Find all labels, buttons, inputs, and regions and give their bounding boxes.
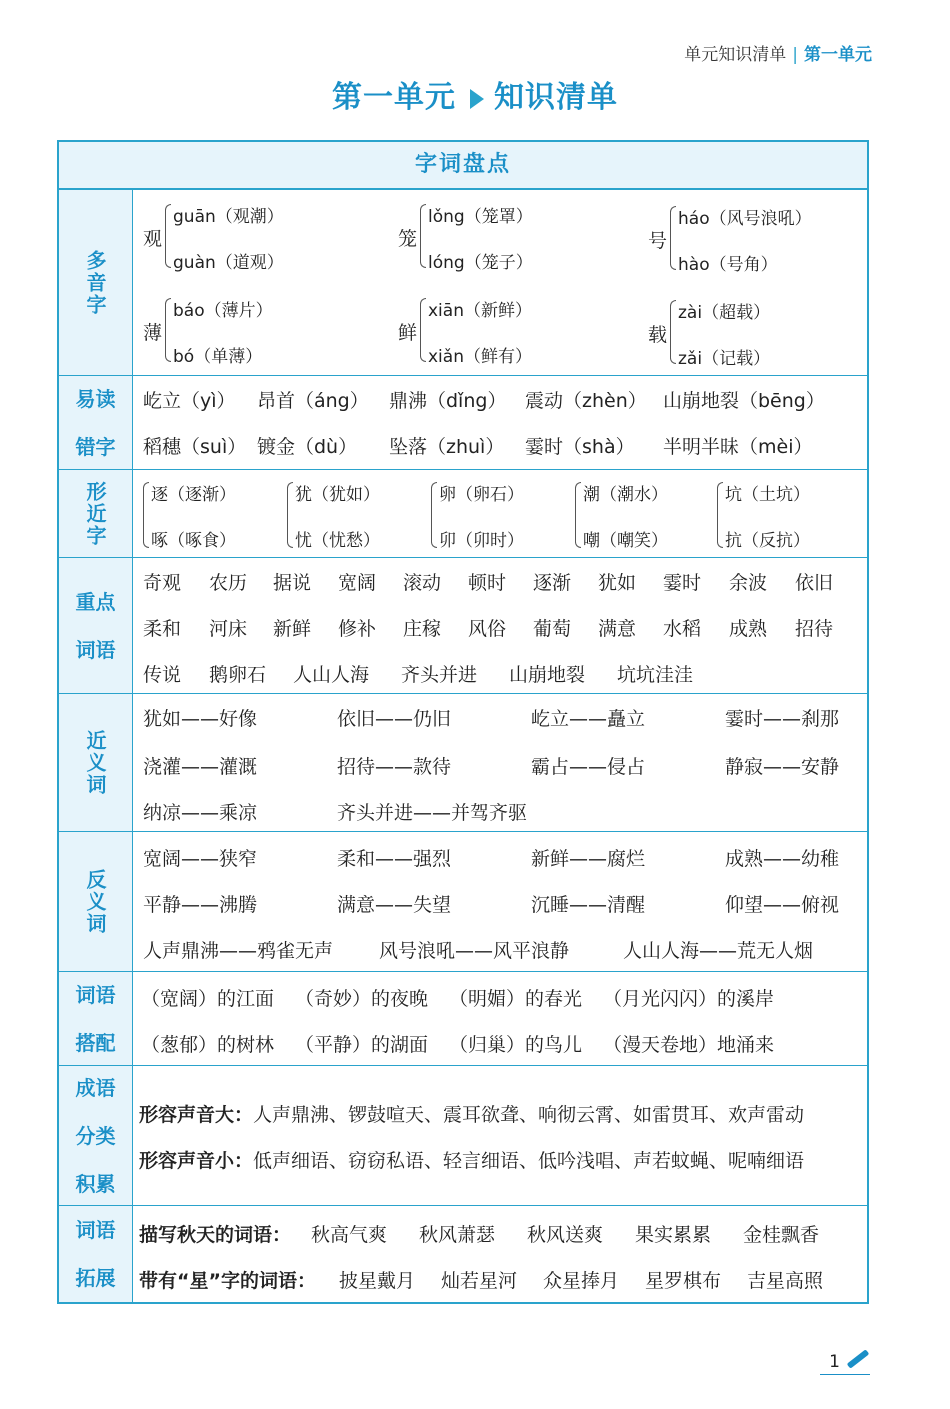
label-yidu xyxy=(59,376,133,469)
brace xyxy=(717,482,723,548)
word-item: 成熟 xyxy=(729,618,768,640)
word-pair: 霎时——刹那 xyxy=(725,708,840,730)
title-unit: 第一单元 xyxy=(332,80,456,115)
word-pair: 平静——沸腾 xyxy=(143,894,258,916)
word-item: 灿若星河 xyxy=(441,1270,518,1292)
word-item: 嘲（嘲笑） xyxy=(583,531,668,551)
running-header xyxy=(684,40,872,65)
triangle-arrow-icon xyxy=(470,89,484,109)
collocation: （宽阔）的江面 xyxy=(141,988,275,1010)
word-item: 金桂飘香 xyxy=(743,1224,820,1246)
word-pair: 齐头并进——并驾齐驱 xyxy=(337,802,528,824)
word-item: 星罗棋布 xyxy=(645,1270,722,1292)
label-dapei xyxy=(59,972,133,1065)
word-item: 水稻 xyxy=(663,618,702,640)
word-pair: 风号浪吼——风平浪静 xyxy=(379,940,570,962)
word-item: 霎时（shà） xyxy=(525,436,635,458)
row-tuozhan xyxy=(59,1206,867,1302)
label-line: 词语 xyxy=(75,982,116,1007)
word-item: 坠落（zhuì） xyxy=(389,436,505,458)
label-line: 分类 xyxy=(75,1123,116,1148)
word-item: 宽阔 xyxy=(338,572,377,594)
word-item: 庄稼 xyxy=(403,618,442,640)
poly-reading: háo（风号浪吼） xyxy=(678,209,812,229)
knowledge-table xyxy=(57,140,869,1304)
label-xingjin: 形近字 xyxy=(59,470,133,557)
word-item: 霎时 xyxy=(663,572,702,594)
poly-reading: guàn（道观） xyxy=(173,253,284,273)
word-pair: 满意——失望 xyxy=(337,894,452,916)
duoyinzi-content xyxy=(133,190,867,375)
word-pair: 招待——款待 xyxy=(337,756,452,778)
poly-reading: xiān（新鲜） xyxy=(428,301,532,321)
word-item: 稻穗（suì） xyxy=(143,436,247,458)
idiom-line xyxy=(139,1146,804,1173)
brace xyxy=(420,204,426,268)
label-line: 易读 xyxy=(75,386,116,411)
idiom-category: 形容声音大： xyxy=(139,1104,254,1126)
word-item: 镀金（dù） xyxy=(257,436,358,458)
idiom-line xyxy=(139,1100,804,1127)
word-item: 逐（逐渐） xyxy=(151,485,236,505)
poly-char: 鲜 xyxy=(398,322,418,344)
brace xyxy=(165,298,171,362)
word-item: 坑（土坑） xyxy=(725,485,810,505)
word-item: 据说 xyxy=(273,572,312,594)
word-item: 卵（卵石） xyxy=(439,485,524,505)
label-line: 成语 xyxy=(75,1075,116,1100)
page-title xyxy=(0,72,950,116)
word-item: 坑坑洼洼 xyxy=(617,664,694,686)
brace xyxy=(431,482,437,548)
word-pair: 沉睡——清醒 xyxy=(531,894,646,916)
brace xyxy=(143,482,149,548)
poly-char: 载 xyxy=(648,324,668,346)
yidu-content xyxy=(133,376,867,469)
row-chengyu xyxy=(59,1066,867,1206)
poly-reading: bó（单薄） xyxy=(173,347,263,367)
idiom-list: 人声鼎沸、锣鼓喧天、震耳欲聋、响彻云霄、如雷贯耳、欢声雷动 xyxy=(253,1104,805,1126)
word-pair: 宽阔——狭窄 xyxy=(143,848,258,870)
word-item: 齐头并进 xyxy=(401,664,478,686)
header-separator: | xyxy=(792,45,798,65)
word-item: 传说 xyxy=(143,664,182,686)
word-item: 山崩地裂（bēng） xyxy=(663,390,825,412)
collocation: （平静）的湖面 xyxy=(295,1034,429,1056)
fanyi-content xyxy=(133,832,867,971)
footer-rule xyxy=(820,1374,870,1375)
poly-char: 笼 xyxy=(398,228,418,250)
word-item: 人山人海 xyxy=(293,664,370,686)
header-unit: 第一单元 xyxy=(804,45,872,65)
poly-char: 观 xyxy=(143,228,163,250)
collocation: （归巢）的鸟儿 xyxy=(449,1034,583,1056)
label-line: 拓展 xyxy=(75,1266,116,1290)
row-dapei xyxy=(59,972,867,1066)
poly-reading: guān（观潮） xyxy=(173,207,284,227)
label-duoyinzi: 多音字 xyxy=(59,190,133,375)
collocation: （月光闪闪）的溪岸 xyxy=(603,988,775,1010)
poly-reading: báo（薄片） xyxy=(173,301,273,321)
poly-char: 号 xyxy=(648,230,668,252)
row-duoyinzi xyxy=(59,190,867,376)
label-jinyi: 近义词 xyxy=(59,694,133,831)
poly-reading: zǎi（记载） xyxy=(678,349,771,369)
word-pair: 依旧——仍旧 xyxy=(337,708,452,730)
collocation: （葱郁）的树林 xyxy=(141,1034,275,1056)
word-item: 半明半昧（mèi） xyxy=(663,436,813,458)
brace xyxy=(287,482,293,548)
zhongdian-content xyxy=(133,558,867,693)
word-item: 昂首（áng） xyxy=(257,390,369,412)
row-fanyi xyxy=(59,832,867,972)
word-item: 抗（反抗） xyxy=(725,531,810,551)
label-chengyu xyxy=(59,1066,133,1205)
word-pair: 新鲜——腐烂 xyxy=(531,848,646,870)
table-title: 字词盘点 xyxy=(59,142,867,190)
word-pair: 纳凉——乘凉 xyxy=(143,802,258,824)
word-item: 卯（卯时） xyxy=(439,531,524,551)
dapei-content xyxy=(133,972,867,1065)
word-item: 忧（忧愁） xyxy=(295,531,380,551)
brace xyxy=(670,206,676,270)
idiom-list: 低声细语、窃窃私语、轻言细语、低吟浅唱、声若蚊蝇、呢喃细语 xyxy=(253,1150,805,1172)
word-item: 吉星高照 xyxy=(747,1270,824,1292)
word-item: 葡萄 xyxy=(533,618,572,640)
collocation: （奇妙）的夜晚 xyxy=(295,988,429,1010)
pen-icon xyxy=(847,1349,870,1369)
word-item: 啄（啄食） xyxy=(151,531,236,551)
word-pair: 浇灌——灌溉 xyxy=(143,756,258,778)
poly-reading: lóng（笼子） xyxy=(428,253,533,273)
word-item: 犹（犹如） xyxy=(295,485,380,505)
word-item: 滚动 xyxy=(403,572,442,594)
header-section: 单元知识清单 xyxy=(684,45,787,65)
row-zhongdian xyxy=(59,558,867,694)
word-item: 农历 xyxy=(209,572,248,594)
brace xyxy=(575,482,581,548)
word-item: 新鲜 xyxy=(273,618,312,640)
page-number: 1 xyxy=(829,1352,840,1372)
label-line: 重点 xyxy=(75,589,116,614)
poly-reading: hào（号角） xyxy=(678,255,778,275)
label-line: 词语 xyxy=(75,1218,116,1242)
word-item: 河床 xyxy=(209,618,248,640)
word-pair: 霸占——侵占 xyxy=(531,756,646,778)
word-item: 奇观 xyxy=(143,572,182,594)
brace xyxy=(420,298,426,362)
xingjin-content xyxy=(133,470,867,557)
word-item: 披星戴月 xyxy=(339,1270,416,1292)
collocation: （漫天卷地）地涌来 xyxy=(603,1034,775,1056)
expand-category: 描写秋天的词语： xyxy=(139,1224,292,1246)
row-jinyi xyxy=(59,694,867,832)
brace xyxy=(670,300,676,364)
poly-char: 薄 xyxy=(143,322,163,344)
word-item: 果实累累 xyxy=(635,1224,712,1246)
poly-reading: zài（超载） xyxy=(678,303,771,323)
word-item: 修补 xyxy=(338,618,377,640)
word-pair: 屹立——矗立 xyxy=(531,708,646,730)
word-pair: 仰望——俯视 xyxy=(725,894,840,916)
label-line: 搭配 xyxy=(75,1030,116,1055)
idiom-category: 形容声音小： xyxy=(139,1150,254,1172)
word-pair: 犹如——好像 xyxy=(143,708,258,730)
word-item: 风俗 xyxy=(468,618,507,640)
chengyu-content xyxy=(133,1066,867,1205)
word-pair: 人声鼎沸——鸦雀无声 xyxy=(143,940,334,962)
word-item: 震动（zhèn） xyxy=(525,390,647,412)
row-yidu xyxy=(59,376,867,470)
word-item: 众星捧月 xyxy=(543,1270,620,1292)
word-item: 秋风送爽 xyxy=(527,1224,604,1246)
word-pair: 静寂——安静 xyxy=(725,756,840,778)
word-item: 屹立（yì） xyxy=(143,390,236,412)
word-item: 鹅卵石 xyxy=(209,664,267,686)
word-item: 逐渐 xyxy=(533,572,572,594)
label-tuozhan xyxy=(59,1206,133,1302)
word-item: 山崩地裂 xyxy=(509,664,586,686)
row-xingjin xyxy=(59,470,867,558)
jinyi-content xyxy=(133,694,867,831)
label-fanyi: 反义词 xyxy=(59,832,133,971)
brace xyxy=(165,204,171,268)
title-list: 知识清单 xyxy=(494,80,618,115)
word-item: 秋高气爽 xyxy=(311,1224,388,1246)
label-zhongdian xyxy=(59,558,133,693)
label-line: 错字 xyxy=(75,434,116,459)
word-pair: 成熟——幼稚 xyxy=(725,848,840,870)
label-line: 积累 xyxy=(75,1171,116,1196)
word-item: 满意 xyxy=(598,618,637,640)
expand-category: 带有“星”字的词语： xyxy=(139,1270,316,1292)
word-item: 余波 xyxy=(729,572,768,594)
word-item: 秋风萧瑟 xyxy=(419,1224,496,1246)
poly-reading: lǒng（笼罩） xyxy=(428,207,533,227)
word-item: 柔和 xyxy=(143,618,182,640)
word-item: 鼎沸（dǐng） xyxy=(389,390,507,412)
word-item: 招待 xyxy=(795,618,834,640)
poly-reading: xiǎn（鲜有） xyxy=(428,347,532,367)
word-pair: 人山人海——荒无人烟 xyxy=(623,940,814,962)
word-item: 依旧 xyxy=(795,572,834,594)
tuozhan-content xyxy=(133,1206,867,1302)
word-item: 顿时 xyxy=(468,572,507,594)
word-item: 潮（潮水） xyxy=(583,485,668,505)
collocation: （明媚）的春光 xyxy=(449,988,583,1010)
word-item: 犹如 xyxy=(598,572,637,594)
label-line: 词语 xyxy=(75,637,116,662)
word-pair: 柔和——强烈 xyxy=(337,848,452,870)
